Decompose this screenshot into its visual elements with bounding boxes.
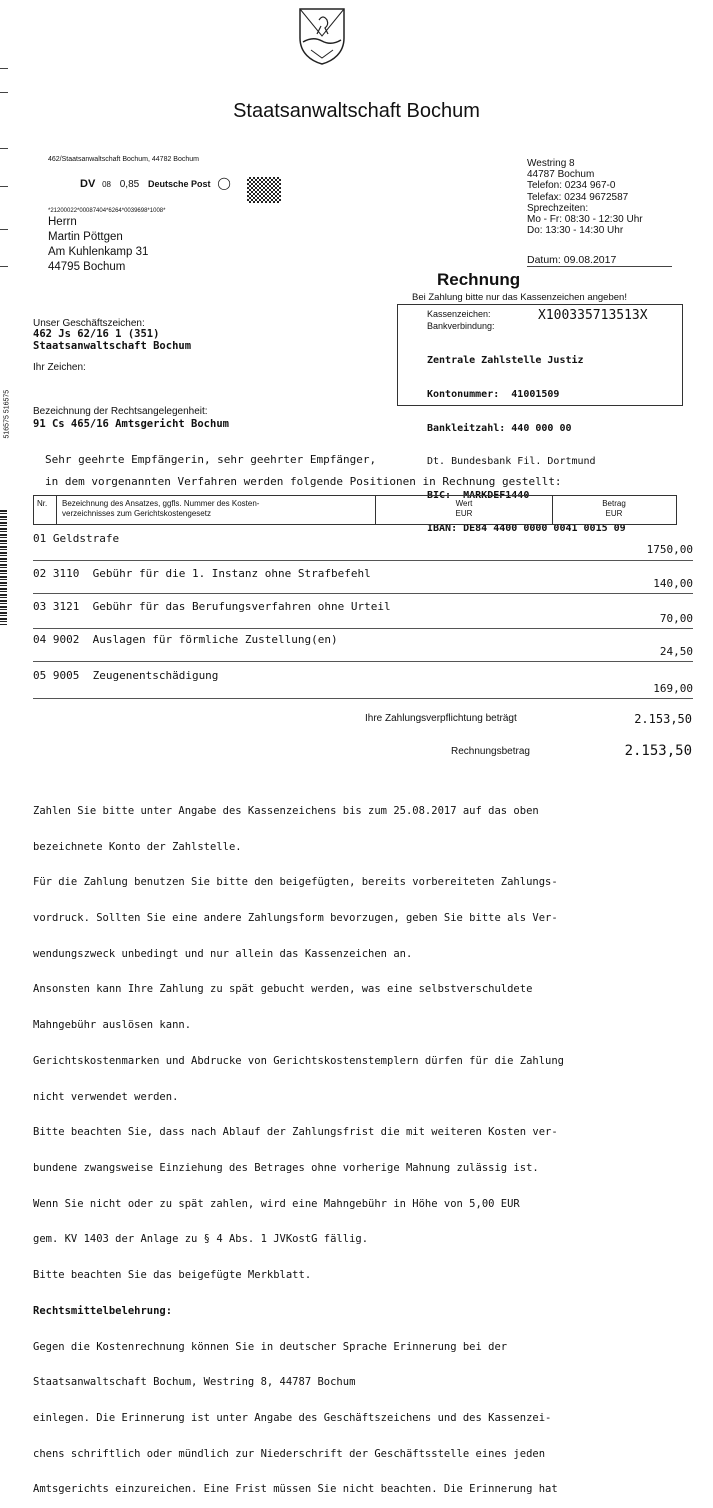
row-divider bbox=[33, 698, 693, 699]
table-row bbox=[33, 669, 693, 701]
office-block bbox=[527, 158, 643, 236]
recipient-line: 44795 Bochum bbox=[48, 261, 126, 273]
office-hours-label: Sprechzeiten: bbox=[527, 202, 589, 214]
postage-amount: 0,85 bbox=[119, 179, 140, 190]
item-label: 01 Geldstrafe bbox=[33, 532, 120, 545]
matter-label: Bezeichnung der Rechtsangelegenheit: bbox=[33, 406, 208, 417]
recipient-line: Martin Pöttgen bbox=[48, 231, 123, 243]
item-amount: 70,00 bbox=[659, 612, 693, 625]
item-label: 05 9005 Zeugenentschädigung bbox=[33, 669, 219, 682]
postage-num: 08 bbox=[102, 180, 111, 189]
office-fax: Telefax: 0234 9672587 bbox=[527, 191, 629, 203]
row-divider bbox=[33, 593, 693, 594]
bank-label: Bankverbindung: bbox=[427, 321, 495, 331]
authority-title: Staatsanwaltschaft Bochum bbox=[233, 100, 480, 122]
col-desc bbox=[62, 499, 259, 519]
body-line: Gerichtskostenmarken und Abdrucke von Gerichtskostenstemplern dürfen für die Zahlung bbox=[33, 1054, 565, 1067]
row-divider bbox=[33, 661, 693, 662]
body-line: vordruck. Sollten Sie eine andere Zahlungsform bevorzugen, geben Sie bitte als Ver- bbox=[33, 911, 558, 924]
postage-brand: Deutsche Post bbox=[148, 179, 211, 189]
body-line: einlegen. Die Erinnerung ist unter Angabe des Geschäftszeichens und des Kassenzei- bbox=[33, 1412, 552, 1425]
postage-dv: DV bbox=[80, 178, 96, 190]
document-date: Datum: 09.08.2017 bbox=[527, 254, 672, 267]
intro-text: in dem vorgenannten Verfahren werden folgende Positionen in Rechnung gestellt: bbox=[45, 475, 562, 488]
office-hours-2: Do: 13:30 - 14:30 Uhr bbox=[527, 225, 624, 237]
body-line: bundene zwangsweise Einziehung des Betrages ohne vorherige Mahnung zulässig ist. bbox=[33, 1162, 539, 1174]
obligation-label: Ihre Zahlungsverpflichtung beträgt bbox=[365, 713, 517, 724]
invoice-title: Rechnung bbox=[437, 270, 521, 289]
your-ref-label: Ihr Zeichen: bbox=[33, 362, 86, 373]
body-line: Zahlen Sie bitte unter Angabe des Kassenzeichens bis zum 25.08.2017 auf das oben bbox=[33, 804, 539, 817]
office-city: 44787 Bochum bbox=[527, 169, 595, 181]
datamatrix-icon bbox=[247, 177, 281, 203]
invoice-note: Bei Zahlung bitte nur das Kassenzeichen angeben! bbox=[412, 292, 627, 303]
row-divider bbox=[33, 628, 693, 629]
coat-of-arms-icon bbox=[297, 6, 347, 66]
office-phone: Telefon: 0234 967-0 bbox=[527, 180, 616, 192]
payment-instructions bbox=[33, 782, 693, 1508]
table-row bbox=[33, 600, 693, 632]
body-line: Für die Zahlung benutzen Sie bitte den beigefügten, bereits vorbereiteten Zahlungs- bbox=[33, 876, 558, 889]
matter-value: 91 Cs 465/16 Amtsgericht Bochum bbox=[33, 418, 229, 430]
body-line: Gegen die Kostenrechnung können Sie in deutscher Sprache Erinnerung bei der bbox=[33, 1340, 508, 1353]
sender-line: 462/Staatsanwaltschaft Bochum, 44782 Bochum bbox=[48, 156, 199, 163]
obligation-value: 2.153,50 bbox=[634, 712, 692, 726]
office-hours-1: Mo - Fr: 08:30 - 12:30 Uhr bbox=[527, 214, 643, 226]
postage-stamp bbox=[80, 176, 231, 190]
row-divider bbox=[33, 560, 693, 561]
item-label: 04 9002 Auslagen für förmliche Zustellung(en) bbox=[33, 633, 338, 646]
body-line: gem. KV 1403 der Anlage zu § 4 Abs. 1 JVKostG fällig. bbox=[33, 1233, 369, 1246]
item-amount: 140,00 bbox=[653, 577, 693, 590]
col-desc-line: verzeichnisses zum Gerichtskostengesetz bbox=[62, 509, 211, 518]
recipient-address bbox=[48, 215, 148, 275]
body-line: Bitte beachten Sie das beigefügte Merkblatt. bbox=[33, 1269, 312, 1282]
kassenzeichen-label: Kassenzeichen: bbox=[427, 309, 491, 319]
our-ref-line: 462 Js 62/16 1 (351) bbox=[33, 328, 160, 340]
item-amount: 24,50 bbox=[659, 645, 693, 658]
body-line: bezeichnete Konto der Zahlstelle. bbox=[33, 840, 242, 853]
table-row bbox=[33, 532, 693, 564]
recipient-line: Am Kuhlenkamp 31 bbox=[48, 246, 149, 258]
recipient-line: Herrn bbox=[48, 216, 77, 228]
items-table-header bbox=[33, 495, 677, 525]
body-line: Mahngebühr auslösen kann. bbox=[33, 1019, 192, 1032]
bank-line: Bankleitzahl: 440 000 00 bbox=[427, 422, 572, 434]
item-label: 03 3121 Gebühr für das Berufungsverfahren ohne Urteil bbox=[33, 600, 391, 613]
item-amount: 1750,00 bbox=[646, 543, 693, 556]
body-line: Amtsgerichts einzureichen. Eine Frist müssen Sie nicht beachten. Die Erinnerung hat bbox=[33, 1483, 558, 1496]
col-betrag-unit: EUR bbox=[605, 509, 623, 518]
kassenzeichen-value: X100335713513X bbox=[538, 308, 648, 323]
office-street: Westring 8 bbox=[527, 158, 575, 169]
body-line: Ansonsten kann Ihre Zahlung zu spät gebucht werden, was eine selbstverschuldete bbox=[33, 983, 533, 996]
total-label: Rechnungsbetrag bbox=[451, 746, 530, 757]
col-nr: Nr. bbox=[37, 499, 48, 508]
body-line: Rechtsmittelbelehrung: bbox=[33, 1304, 173, 1317]
table-row bbox=[33, 633, 693, 665]
bank-line: Kontonummer: 41001509 bbox=[427, 389, 560, 401]
our-ref-value bbox=[33, 328, 191, 352]
col-desc-line: Bezeichnung des Ansatzes, ggfls. Nummer des Kosten- bbox=[62, 499, 260, 508]
col-wert-label: Wert bbox=[455, 499, 473, 508]
item-label: 02 3110 Gebühr für die 1. Instanz ohne Strafbefehl bbox=[33, 567, 371, 580]
our-ref-line: Staatsanwaltschaft Bochum bbox=[33, 340, 192, 352]
bank-line: Zentrale Zahlstelle Justiz bbox=[427, 355, 584, 367]
body-line: Staatsanwaltschaft Bochum, Westring 8, 44787 Bochum bbox=[33, 1376, 356, 1389]
body-line: wendungszweck unbedingt und nur allein das Kassenzeichen an. bbox=[33, 947, 413, 960]
table-row bbox=[33, 567, 693, 599]
our-ref-label: Unser Geschäftszeichen: bbox=[33, 318, 145, 329]
body-line: Wenn Sie nicht oder zu spät zahlen, wird eine Mahngebühr in Höhe von 5,00 EUR bbox=[33, 1197, 520, 1210]
col-betrag bbox=[553, 496, 675, 519]
body-line: Bitte beachten Sie, dass nach Ablauf der Zahlungsfrist die mit weiteren Kosten ver- bbox=[33, 1126, 558, 1139]
item-amount: 169,00 bbox=[653, 682, 693, 695]
total-value: 2.153,50 bbox=[624, 743, 692, 759]
col-betrag-label: Betrag bbox=[602, 499, 626, 508]
body-line: nicht verwendet werden. bbox=[33, 1090, 179, 1103]
postage-code: *21200022*00087404*6264*0039698*1008* bbox=[48, 208, 166, 214]
col-wert bbox=[376, 496, 552, 519]
col-wert-unit: EUR bbox=[455, 509, 473, 518]
bank-line: IBAN: DE84 4400 0000 0041 0015 09 bbox=[427, 523, 626, 535]
salutation: Sehr geehrte Empfängerin, sehr geehrter Empfänger, bbox=[45, 453, 377, 466]
bank-line: Dt. Bundesbank Fil. Dortmund bbox=[427, 456, 596, 468]
posthorn-icon: ◯ bbox=[217, 176, 231, 190]
body-line: chens schriftlich oder mündlich zur Niederschrift der Geschäftsstelle eines jeden bbox=[33, 1447, 546, 1460]
margin-barcode bbox=[0, 510, 7, 625]
bank-line: BIC: MARKDEF1440 bbox=[427, 489, 530, 501]
margin-code: 516575 516575 bbox=[3, 389, 11, 439]
